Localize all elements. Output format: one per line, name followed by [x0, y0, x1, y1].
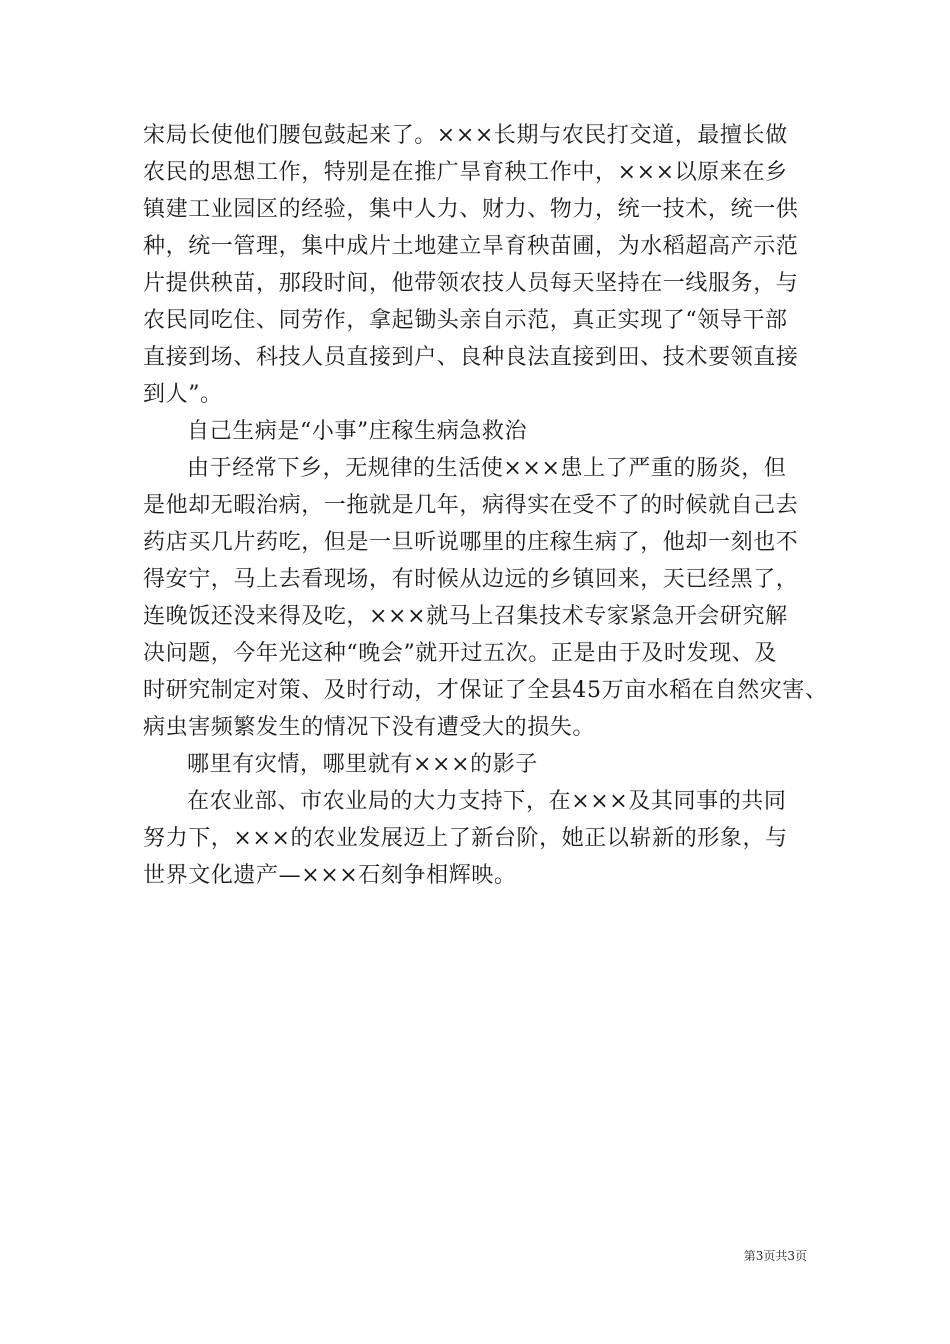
text-line: 直接到场、科技人员直接到户、良种良法直接到田、技术要领直接 — [143, 345, 799, 370]
text-line: 片提供秧苗，那段时间，他带领农技人员每天坚持在一线服务，与 — [143, 271, 799, 296]
text-line: 由于经常下乡，无规律的生活使×××患上了严重的肠炎，但 — [187, 456, 787, 481]
document-body — [143, 117, 828, 894]
text-line: 种，统一管理，集中成片土地建立旱育秧苗圃，为水稻超高产示范 — [143, 234, 799, 259]
section-heading: 哪里有灾情，哪里就有×××的影子 — [187, 752, 538, 777]
text-line: 时研究制定对策、及时行动，才保证了全县45万亩水稻在自然灾害、 — [143, 678, 828, 703]
section-heading: 自己生病是“小事”庄稼生病急救治 — [187, 419, 528, 444]
text-line: 在农业部、市农业局的大力支持下，在×××及其同事的共同 — [187, 789, 787, 814]
text-line: 决问题，今年光这种“晚会”就开过五次。正是由于及时发现、及 — [143, 641, 777, 666]
text-line: 努力下，×××的农业发展迈上了新台阶，她正以崭新的形象，与 — [143, 826, 788, 851]
text-line: 病虫害频繁发生的情况下没有遭受大的损失。 — [143, 715, 596, 740]
text-line: 农民的思想工作，特别是在推广旱育秧工作中，×××以原来在乡 — [143, 160, 788, 185]
text-line: 药店买几片药吃，但是一旦听说哪里的庄稼生病了，他却一刻也不 — [143, 530, 799, 555]
text-line: 得安宁，马上去看现场，有时候从边远的乡镇回来，天已经黑了， — [143, 567, 799, 592]
text-line: 宋局长使他们腰包鼓起来了。×××长期与农民打交道，最擅长做 — [143, 123, 788, 148]
text-line: 农民同吃住、同劳作，拿起锄头亲自示范，真正实现了“领导干部 — [143, 308, 788, 333]
text-line: 世界文化遗产—×××石刻争相辉映。 — [143, 863, 517, 888]
text-line: 到人”。 — [143, 382, 223, 407]
page-number: 第3页共3页 — [743, 1249, 807, 1263]
text-line: 是他却无暇治病，一拖就是几年，病得实在受不了的时候就自己去 — [143, 493, 799, 518]
text-line: 连晚饭还没来得及吃，×××就马上召集技术专家紧急开会研究解 — [143, 604, 788, 629]
text-line: 镇建工业园区的经验，集中人力、财力、物力，统一技术，统一供 — [143, 197, 799, 222]
